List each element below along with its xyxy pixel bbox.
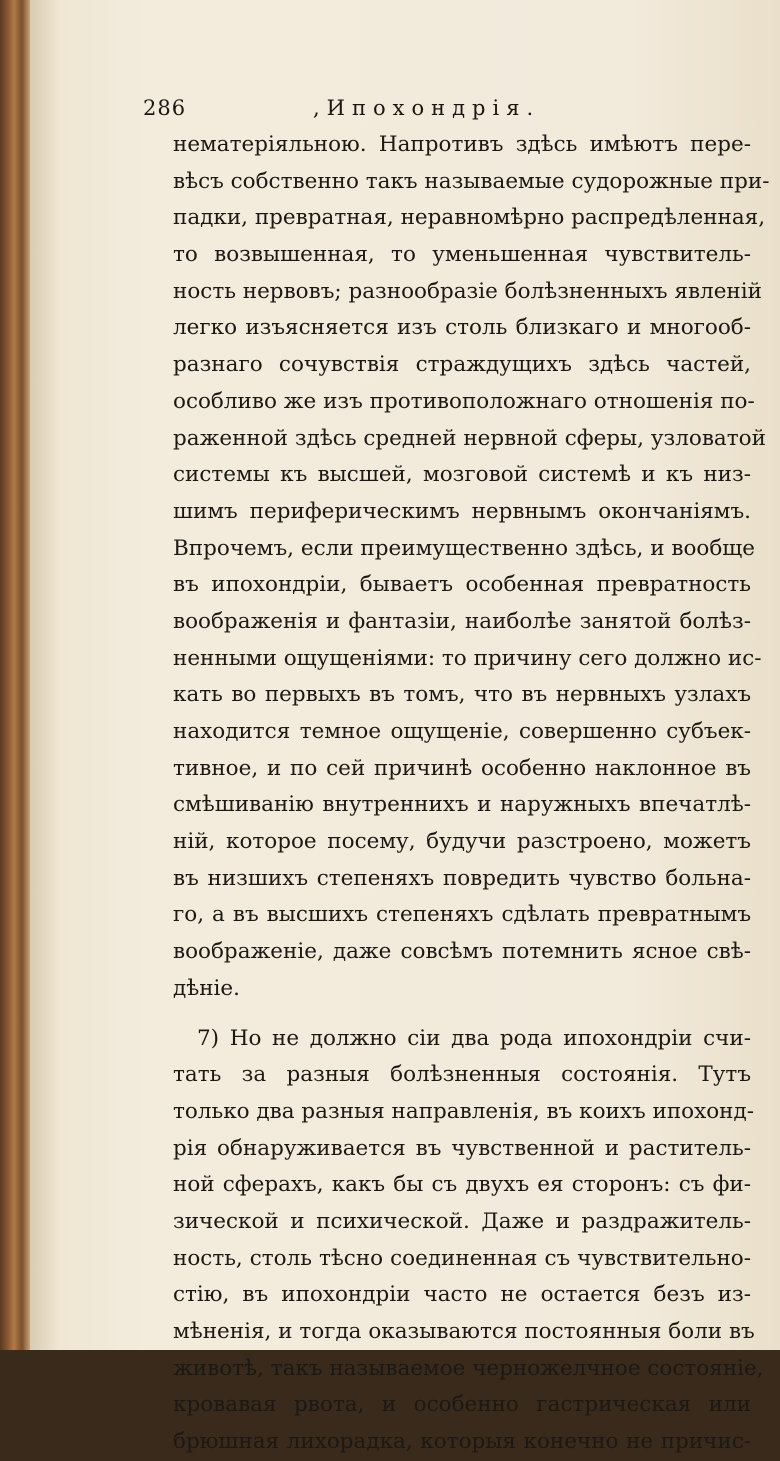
text-line: въ ипохондріи, бываетъ особенная превратность bbox=[173, 572, 751, 598]
text-line: ненными ощущеніями: то причину сего должно ис- bbox=[173, 645, 762, 671]
text-line: смѣшиванію внутреннихъ и наружныхъ впечатлѣ- bbox=[173, 792, 751, 818]
text-line: падки, превратная, неравномѣрно распредѣленная, bbox=[173, 205, 766, 231]
text-line: воображенія и фантазіи, наиболѣе занятой болѣз- bbox=[173, 608, 751, 634]
text-line: тивное, и по сей причинѣ особенно наклонное въ bbox=[173, 755, 751, 781]
paragraph-1 bbox=[173, 127, 770, 1008]
text-line: мѣненія, и тогда оказываются постоянныя боли въ bbox=[173, 1319, 755, 1344]
text-line: рія обнаруживается въ чувственной и раститель- bbox=[173, 1135, 751, 1161]
book-binding-edge bbox=[0, 0, 34, 1350]
text-line: брюшная лихорадка, которыя конечно не причис- bbox=[173, 1429, 751, 1455]
page-number: 286 bbox=[143, 96, 187, 120]
body-text bbox=[173, 127, 770, 1461]
text-line: ній, которое посему, будучи разстроено, можетъ bbox=[173, 829, 751, 855]
paragraph-spacer bbox=[173, 1008, 751, 1021]
text-line: вѣсъ собственно такъ называемые судорожные при- bbox=[173, 168, 770, 194]
text-line: кать во первыхъ въ томъ, что въ нервныхъ узлахъ bbox=[173, 682, 751, 708]
text-line: раженной здѣсь средней нервной сферы, узловатой bbox=[173, 425, 766, 451]
text-line: воображеніе, даже совсѣмъ потемнить ясное свѣ- bbox=[173, 939, 751, 965]
text-line: нематеріяльною. Напротивъ здѣсь имѣютъ пере- bbox=[173, 132, 751, 157]
text-line: въ низшихъ степеняхъ повредить чувство больна- bbox=[173, 865, 751, 891]
text-line: особливо же изъ противоположнаго отношенія по- bbox=[173, 388, 755, 414]
text-line: ной сферахъ, какъ бы съ двухъ ея сторонъ: съ фи- bbox=[173, 1172, 751, 1198]
text-line: 7) Но не должно сіи два рода ипохондріи счи- bbox=[197, 1025, 751, 1051]
text-line: то возвышенная, то уменьшенная чувствитель- bbox=[173, 242, 751, 268]
text-line: только два разныя направленія, въ коихъ ипохонд- bbox=[173, 1098, 755, 1124]
text-line: ность, столь тѣсно соединенная съ чувствительно- bbox=[173, 1245, 751, 1271]
text-line: находится темное ощущеніе, совершенно субъек- bbox=[173, 719, 751, 744]
text-line: легко изъясняется изъ столь близкаго и многооб- bbox=[173, 315, 751, 341]
text-line: зической и психической. Даже и раздражитель- bbox=[173, 1208, 751, 1234]
text-line: Впрочемъ, если преимущественно здѣсь, и вообще bbox=[173, 535, 756, 561]
paragraph-2 bbox=[173, 1021, 764, 1461]
text-line: ность нервовъ; разнообразіе болѣзненныхъ явленій bbox=[173, 278, 762, 304]
text-line: дѣніе. bbox=[173, 975, 240, 1001]
text-line: разнаго сочувствія страждущихъ здѣсь частей, bbox=[173, 352, 751, 378]
text-line: го, а въ высшихъ степеняхъ сдѣлать превратнымъ bbox=[173, 902, 751, 928]
text-line: животѣ, такъ называемое черножелчное состояніе, bbox=[173, 1355, 764, 1381]
text-line: стію, въ ипохондріи часто не остается безъ из- bbox=[173, 1282, 751, 1308]
text-line: системы къ высшей, мозговой системѣ и къ низ- bbox=[173, 462, 751, 488]
running-head-title: ,Ипохондрія. bbox=[313, 96, 541, 120]
text-line: тать за разныя болѣзненныя состоянія. Тутъ bbox=[173, 1062, 751, 1088]
page-header bbox=[143, 96, 603, 128]
text-line: кровавая рвота, и особенно гастрическая или bbox=[173, 1392, 751, 1418]
text-line: шимъ периферическимъ нервнымъ окончаніямъ. bbox=[173, 498, 751, 524]
